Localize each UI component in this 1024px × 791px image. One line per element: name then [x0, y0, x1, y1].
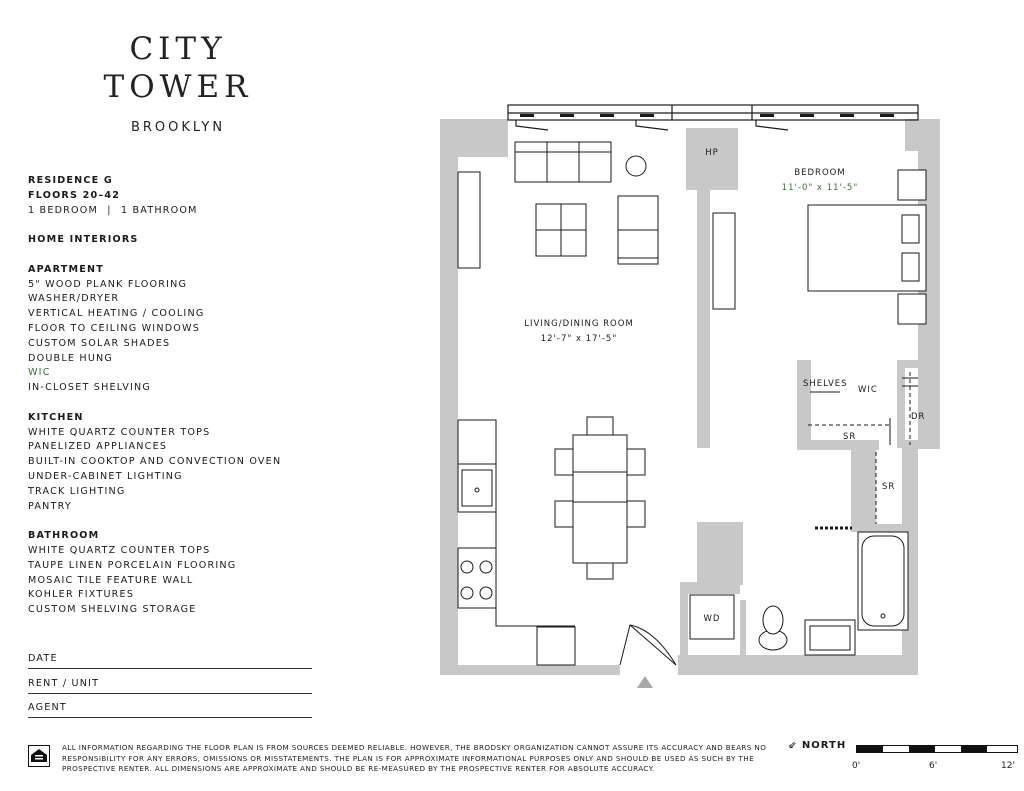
scale-label-0: 0' [852, 761, 861, 771]
entry-door [620, 625, 676, 665]
dishwasher [537, 627, 575, 665]
apartment-item: 5" WOOD PLANK FLOORING [28, 278, 188, 290]
bathroom-item: KOHLER FIXTURES [28, 589, 135, 601]
cooktop [458, 548, 496, 608]
bathroom-item: TAUPE LINEN PORCELAIN FLOORING [28, 559, 237, 571]
dining-table [573, 435, 627, 563]
brand-line-3: BROOKLYN [130, 120, 226, 135]
apartment-heading: APARTMENT [28, 263, 104, 275]
side-table [626, 156, 646, 176]
bedroom-label: BEDROOM [794, 168, 846, 178]
scale-label-6: 6' [929, 761, 938, 771]
apartment-item: VERTICAL HEATING / COOLING [28, 308, 205, 320]
sofa [515, 142, 611, 182]
residence-bed: 1 BEDROOM [28, 204, 99, 216]
hp-label: HP [705, 148, 719, 158]
bedroom-furniture [713, 170, 926, 324]
residence-floors: FLOORS 20–42 [28, 189, 121, 201]
residence-name: RESIDENCE G [28, 175, 113, 186]
apartment-item: CUSTOM SOLAR SHADES [28, 337, 171, 349]
apartment-item: FLOOR TO CEILING WINDOWS [28, 322, 201, 334]
dresser [713, 213, 735, 309]
bedroom-dim: 11'-0" x 11'-5" [781, 183, 859, 193]
equal-housing-icon [28, 745, 50, 767]
entry-marker [637, 676, 653, 688]
agent-label: AGENT [28, 702, 67, 713]
kitchen-item: UNDER-CABINET LIGHTING [28, 470, 183, 482]
brand-line-1: CITY [129, 31, 227, 67]
north-arrow-icon: ⇙ [788, 740, 798, 751]
kitchen-item: PANELIZED APPLIANCES [28, 441, 168, 453]
section-title: HOME INTERIORS [28, 234, 139, 246]
scale-bar [856, 745, 1018, 753]
living-label: LIVING/DINING ROOM [524, 319, 634, 329]
fridge [458, 420, 496, 464]
living-dim: 12'-7" x 17'-5" [540, 334, 618, 344]
rent-label: RENT / UNIT [28, 678, 100, 689]
north-indicator [788, 740, 846, 751]
bathroom-heading: BATHROOM [28, 530, 100, 542]
kitchen-item: WHITE QUARTZ COUNTER TOPS [28, 426, 211, 438]
sr-label-1: SR [843, 432, 857, 442]
kitchen-heading: KITCHEN [28, 411, 84, 423]
residence-bath: 1 BATHROOM [120, 204, 198, 216]
living-furniture [458, 142, 658, 665]
kitchen-item: TRACK LIGHTING [28, 485, 126, 497]
window-sashes [520, 114, 894, 117]
sr-label-2: SR [882, 482, 896, 492]
scale-label-12: 12' [1001, 761, 1015, 771]
disclaimer: ALL INFORMATION REGARDING THE FLOOR PLAN IS FROM SOURCES DEEMED RELIABLE. HOWEVER, THE BRODSKY ORGANIZATION CANNOT ASSURE ITS ACCURACY AND BEARS NO RESPONSIBILITY FOR ANY ERRORS, OMISSIONS OR MISSTATEMENTS. THE PLAN IS FOR APPROXIMATE INFORMATIONAL PURPOSES ONLY AND SHOULD BE USED AS SUCH BY THE PROSPECTIVE RENTER. ALL DIMENSIONS ARE APPROXIMATE AND SHOULD BE RE-MEASURED BY THE PROSPECTIVE RENTER FOR ABSOLUTE ACCURACY. [62, 743, 767, 773]
kitchen-item: PANTRY [28, 500, 72, 512]
shelves-label: SHELVES [803, 379, 848, 389]
residence-layout: 1 BEDROOM | 1 BATHROOM [28, 204, 198, 216]
window-strip [508, 105, 918, 130]
wd-label: WD [703, 614, 721, 624]
wic-label: WIC [858, 385, 878, 395]
bathroom-item: WHITE QUARTZ COUNTER TOPS [28, 544, 211, 556]
apartment-item: IN-CLOSET SHELVING [28, 382, 152, 394]
media-console [458, 172, 480, 268]
bathroom-item: CUSTOM SHELVING STORAGE [28, 604, 197, 616]
date-label: DATE [28, 653, 58, 664]
apartment-item: WIC [28, 367, 51, 379]
north-label: NORTH [801, 740, 847, 751]
bathroom-item: MOSAIC TILE FEATURE WALL [28, 574, 194, 586]
brand-line-2: TOWER [103, 69, 253, 105]
dr-label: DR [911, 412, 926, 422]
kitchen-item: BUILT-IN COOKTOP AND CONVECTION OVEN [28, 456, 282, 468]
apartment-item: DOUBLE HUNG [28, 352, 114, 364]
apartment-item: WASHER/DRYER [28, 293, 120, 305]
